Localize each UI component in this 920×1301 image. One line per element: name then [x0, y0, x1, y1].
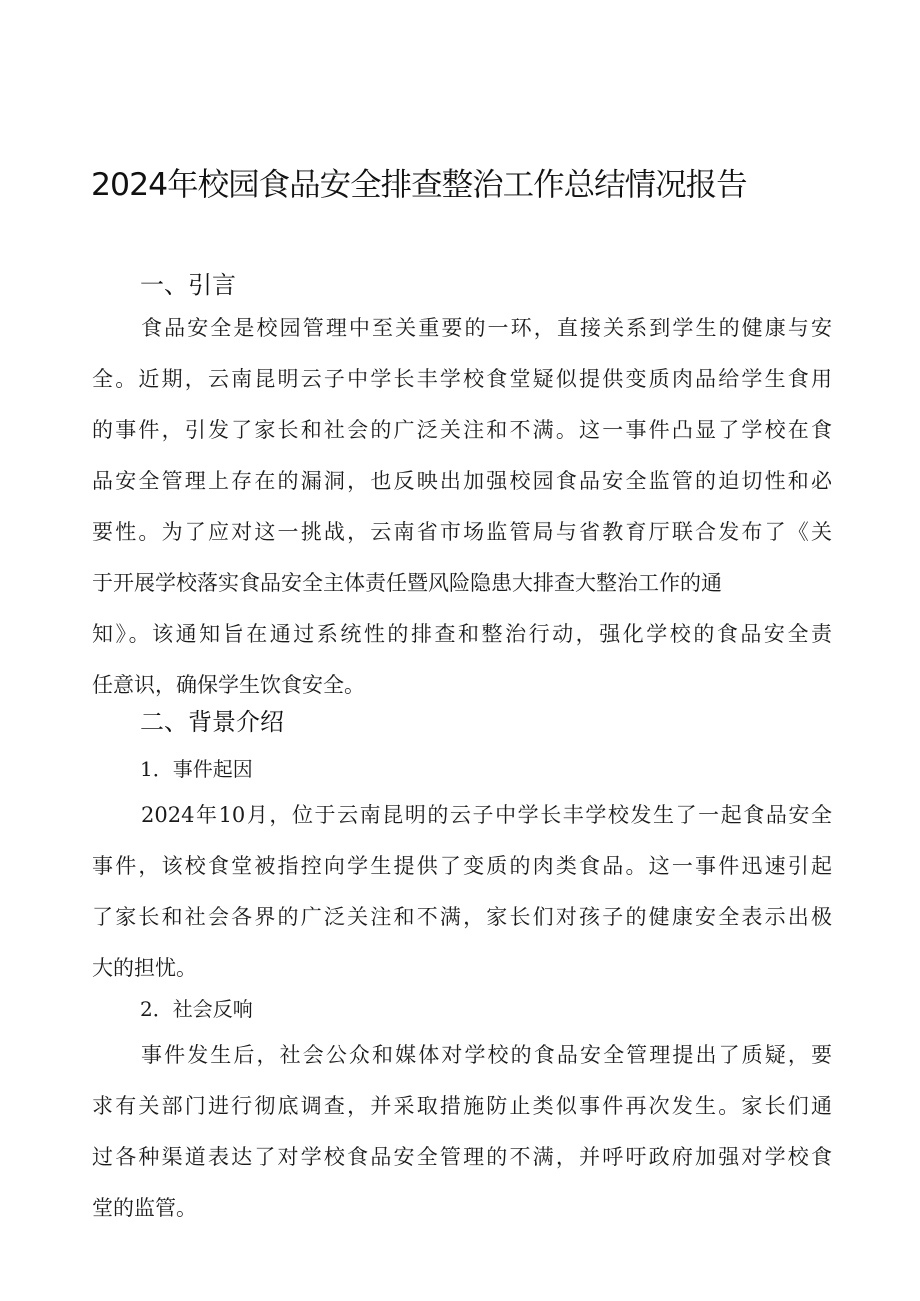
paragraph-line: 知》。该通知旨在通过系统性的排查和整治行动，强化学校的食品安全责 — [92, 622, 832, 646]
paragraph-line: 大的担忧。 — [92, 956, 197, 980]
paragraph-line: 2024年10月，位于云南昆明的云子中学长丰学校发生了一起食品安全 — [141, 803, 832, 827]
section-heading-introduction: 一、引言 — [140, 271, 236, 299]
paragraph-line: 了家长和社会各界的广泛关注和不满，家长们对孩子的健康安全表示出极 — [92, 905, 832, 929]
paragraph-line: 品安全管理上存在的漏洞，也反映出加强校园食品安全监管的迫切性和必 — [92, 469, 832, 493]
paragraph-line: 于开展学校落实食品安全主体责任暨风险隐患大排查大整治工作的通 — [92, 571, 722, 595]
paragraph-line: 事件，该校食堂被指控向学生提供了变质的肉类食品。这一事件迅速引起 — [92, 854, 832, 878]
subsection-heading-cause: 1．事件起因 — [140, 757, 253, 781]
paragraph-line: 要性。为了应对这一挑战，云南省市场监管局与省教育厅联合发布了《关 — [92, 520, 832, 544]
section-heading-background: 二、背景介绍 — [140, 708, 284, 736]
paragraph-line: 过各种渠道表达了对学校食品安全管理的不满，并呼吁政府加强对学校食 — [92, 1145, 832, 1169]
paragraph-line: 的事件，引发了家长和社会的广泛关注和不满。这一事件凸显了学校在食 — [92, 418, 832, 442]
paragraph-reaction — [92, 1030, 832, 1234]
document-title: 2024年校园食品安全排查整治工作总结情况报告 — [91, 167, 747, 203]
paragraph-line: 堂的监管。 — [92, 1196, 197, 1220]
paragraph-line: 全。近期，云南昆明云子中学长丰学校食堂疑似提供变质肉品给学生食用 — [92, 367, 832, 391]
paragraph-cause — [92, 790, 832, 994]
paragraph-line: 任意识，确保学生饮食安全。 — [92, 673, 365, 697]
paragraph-introduction — [92, 303, 832, 711]
paragraph-line: 食品安全是校园管理中至关重要的一环，直接关系到学生的健康与安 — [141, 316, 832, 340]
subsection-heading-reaction: 2．社会反响 — [140, 997, 253, 1021]
paragraph-line: 事件发生后，社会公众和媒体对学校的食品安全管理提出了质疑，要 — [141, 1043, 832, 1067]
paragraph-line: 求有关部门进行彻底调查，并采取措施防止类似事件再次发生。家长们通 — [92, 1094, 832, 1118]
